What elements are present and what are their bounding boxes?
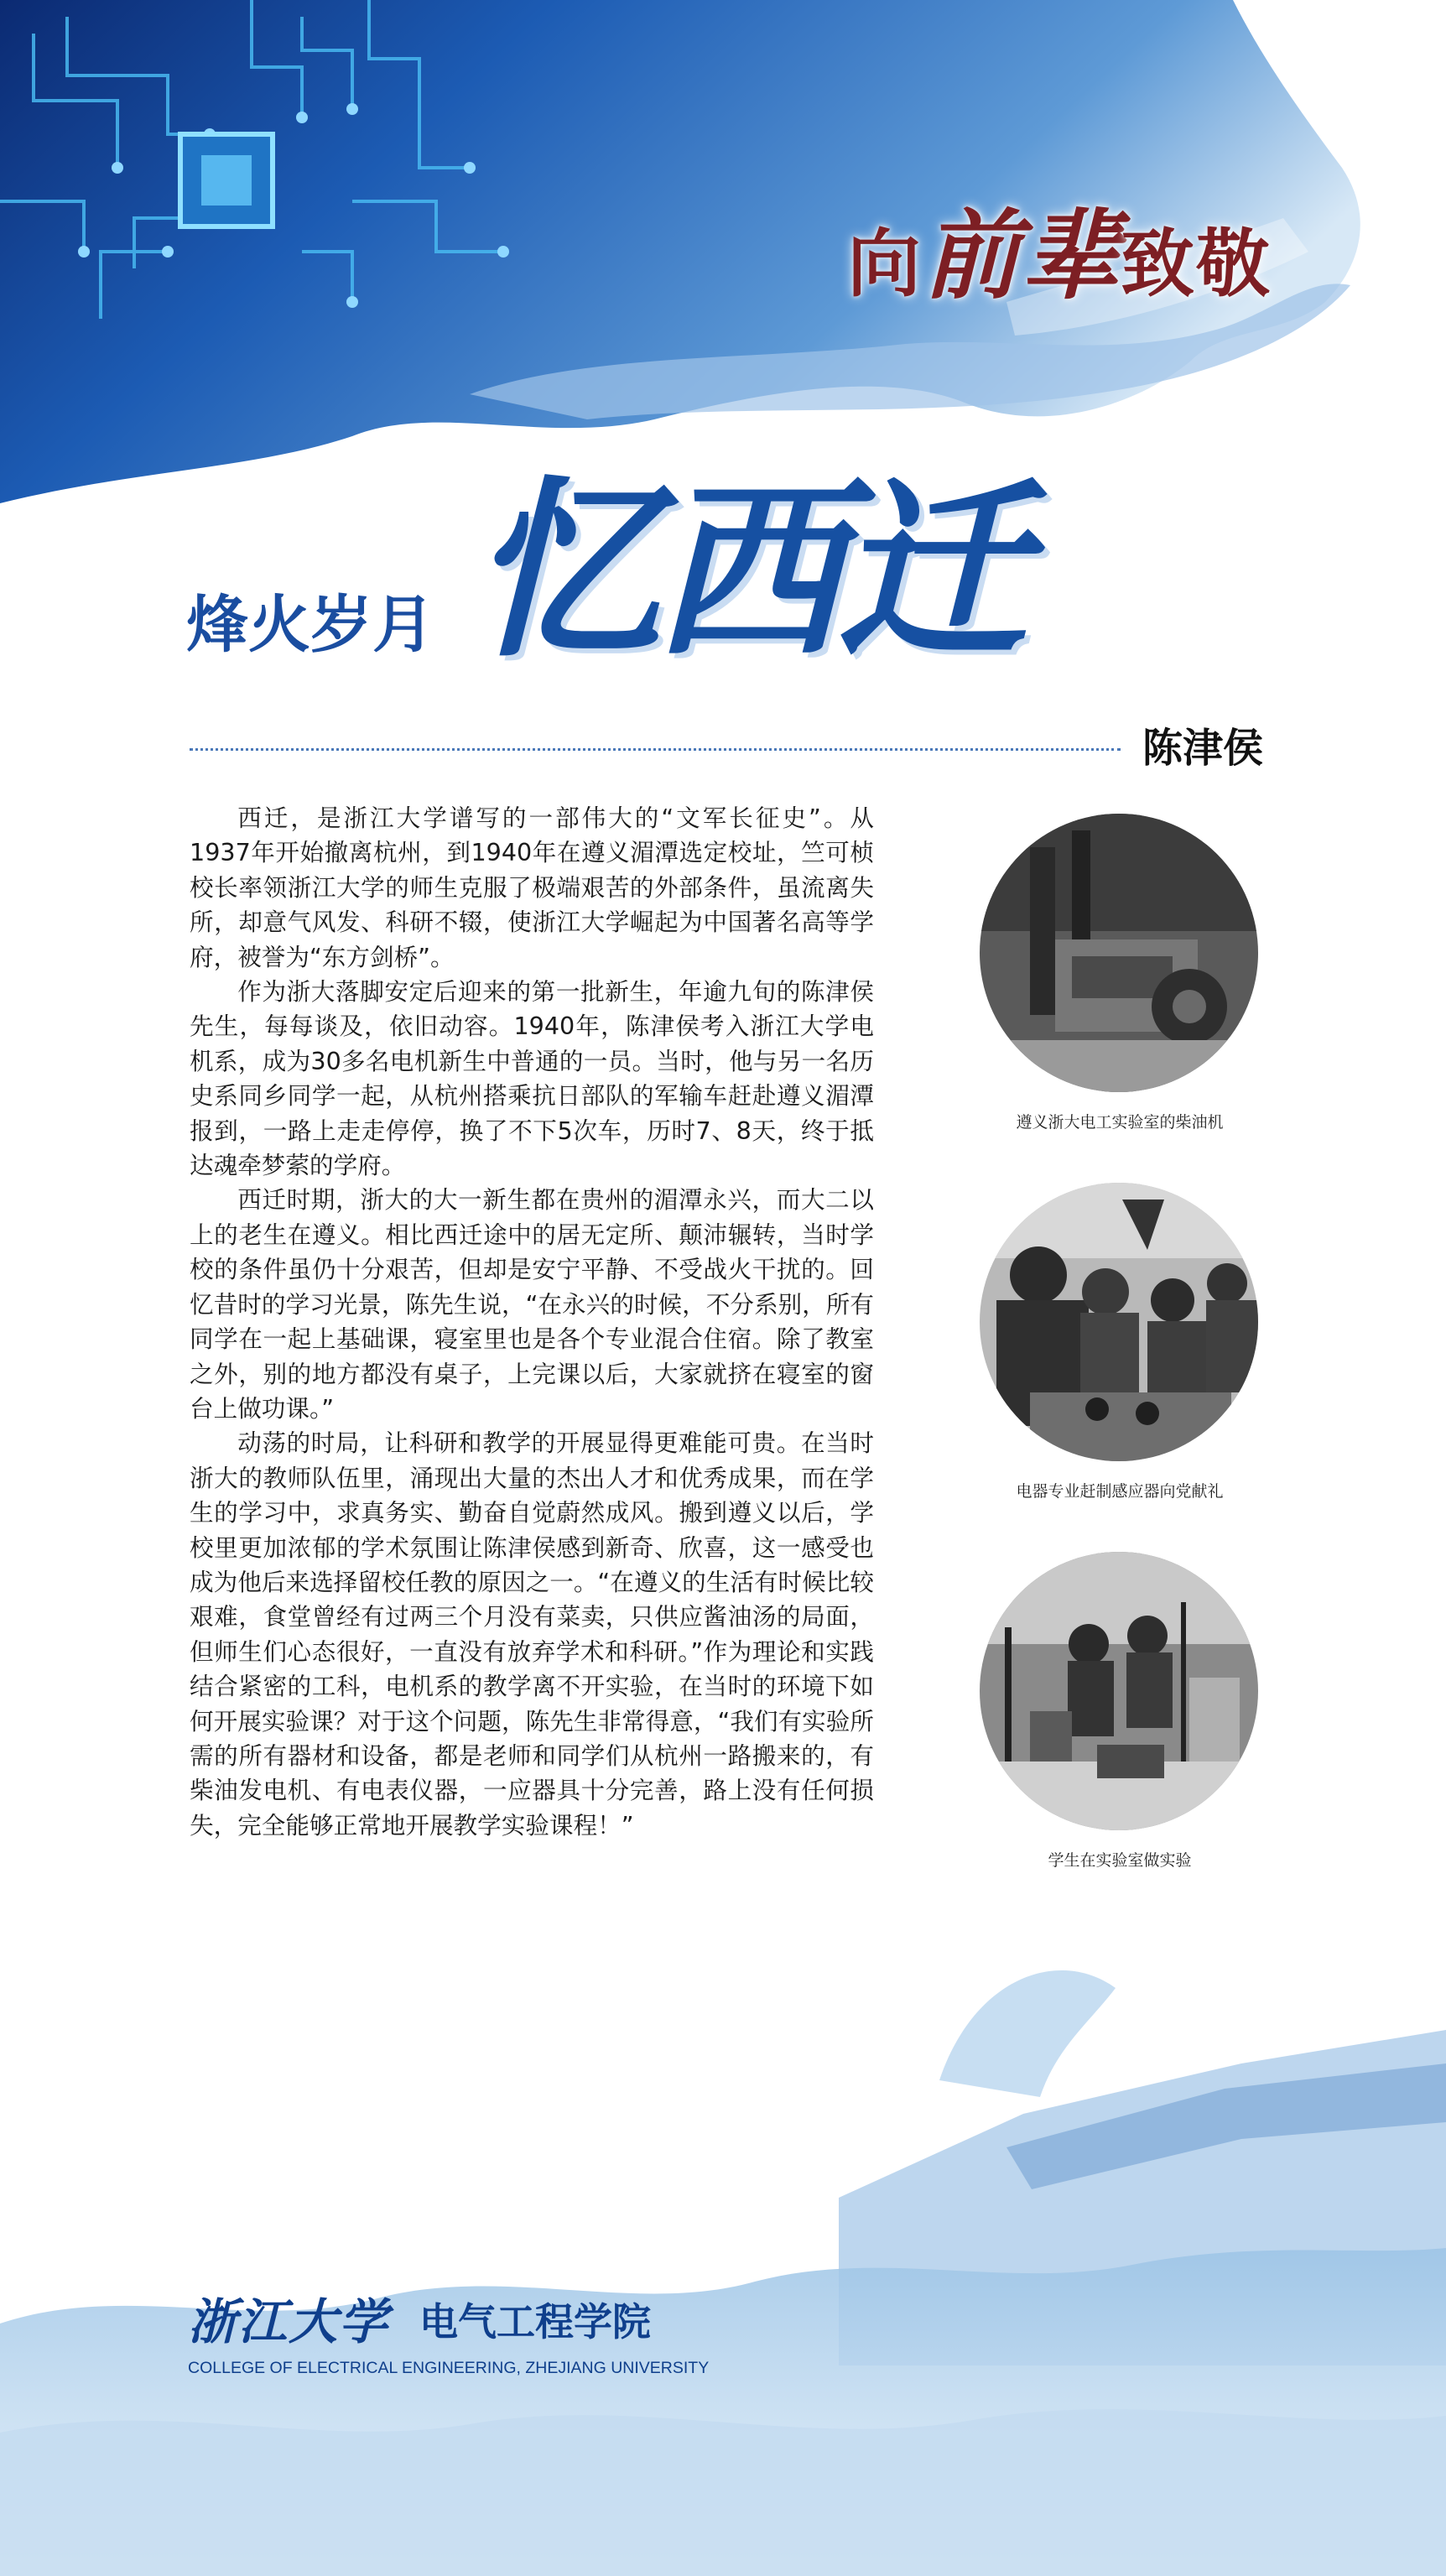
article-paragraph: 西迁时期，浙大的大一新生都在贵州的湄潭永兴，而大二以上的老生在遵义。相比西迁途中的居无定所、颠沛辗转，当时学校的条件虽仍十分艰苦，但却是安宁平静、不受战火干扰的。回忆昔时的学习光景，陈先生说，“在永兴的时候，不分系别，所有同学在一起上基础课，寝室里也是各个专业混合住宿。除了教室之外，别的地方都没有桌子，上完课以后，大家就挤在寝室的窗台上做功课。” [190,1185,874,1423]
slogan-part-1: 向 [847,220,923,307]
main-title: 忆西迁 [470,458,1018,683]
slogan-part-2: 前辈 [923,199,1121,313]
laboratory-photo [980,1552,1258,1830]
article-body [190,801,874,1843]
slogan-part-3: 致敬 [1121,220,1272,307]
article-paragraph: 作为浙大落脚安定后迎来的第一批新生，年逾九旬的陈津侯先生，每每谈及，依旧动容。1940年，陈津侯考入浙江大学电机系，成为30多名电机新生中普通的一员。当时，他与另一名历史系同乡同学一起，从杭州搭乘抗日部队的军输车赶赴遵义湄潭报到，一路上走走停停，换了不下5次车，历时7、8天，终于抵达魂牵梦萦的学府。 [190,977,874,1180]
slogan [847,199,1272,313]
college-name-english: COLLEGE OF ELECTRICAL ENGINEERING, ZHEJIANG UNIVERSITY [188,2359,710,2377]
author-name: 陈津侯 [1142,725,1264,772]
article-paragraph: 西迁，是浙江大学谱写的一部伟大的“文军长征史”。从1937年开始撤离杭州，到1940年在遵义湄潭选定校址，竺可桢校长率领浙江大学的师生克服了极端艰苦的外部条件，虽流离失所，却意气风发、科研不辍，使浙江大学崛起为中国著名高等学府，被誉为“东方剑桥”。 [190,804,874,971]
photo-caption: 学生在实验室做实验 [1048,1851,1192,1870]
article-paragraph: 动荡的时局，让科研和教学的开展显得更难能可贵。在当时浙大的教师队伍里，涌现出大量的杰出人才和优秀成果，而在学生的学习中，求真务实、勤奋自觉蔚然成风。搬到遵义以后，学校里更加浓郁的学术氛围让陈津侯感到新奇、欣喜，这一感受也成为他后来选择留校任教的原因之一。“在遵义的生活有时候比较艰难，食堂曾经有过两三个月没有菜卖，只供应酱油汤的局面，但师生们心态很好，一直没有放弃学术和科研。”作为理论和实践结合紧密的工科，电机系的教学离不开实验，在当时的环境下如何开展实验课？对于这个问题，陈先生非常得意，“我们有实验所需的所有器材和设备，都是老师和同学们从杭州一路搬来的，有柴油发电机、有电表仪器，一应器具十分完善，路上没有任何损失，完全能够正常地开展教学实验课程！” [190,1429,874,1840]
university-logo-text: 浙江大学 [188,2293,390,2350]
title-divider [190,748,1121,751]
diesel-engine-photo [980,814,1258,1092]
photo-caption: 遵义浙大电工实验室的柴油机 [1016,1113,1224,1132]
footer-landscape [0,1929,1446,2576]
subtitle: 烽火岁月 [186,589,434,661]
workshop-photo [980,1183,1258,1461]
college-name: 电气工程学院 [419,2299,651,2344]
photo-caption: 电器专业赶制感应器向党献礼 [1016,1482,1224,1501]
